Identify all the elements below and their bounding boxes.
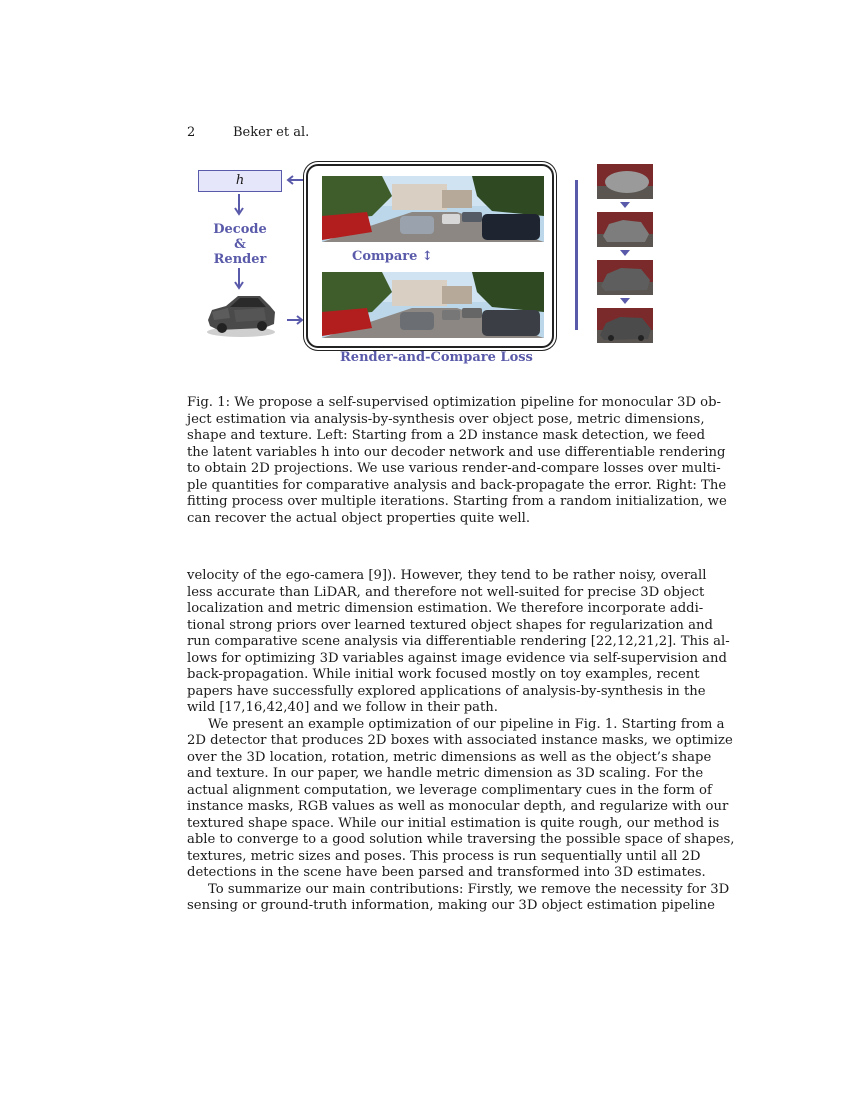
arrow-down-icon	[619, 249, 631, 257]
divider-bar	[575, 180, 578, 330]
paragraph-3	[187, 881, 730, 915]
arrow-down-icon	[619, 297, 631, 305]
compare-label	[352, 249, 433, 264]
text-line: back-propagation. While initial work focused mostly on toy examples, recent	[187, 667, 700, 682]
text-line: and texture. In our paper, we handle metric dimension as 3D scaling. For the	[187, 766, 704, 781]
text-line: detections in the scene have been parsed and transformed into 3D estimates.	[187, 865, 706, 880]
text-line: 2D detector that produces 2D boxes with associated instance masks, we optimize	[187, 733, 733, 748]
text-line: sensing or ground-truth information, making our 3D object estimation pipeline	[187, 898, 715, 913]
text-line: over the 3D location, rotation, metric dimensions as well as the object’s shape	[187, 749, 712, 765]
text-line: actual alignment computation, we leverage complimentary cues in the form of	[187, 782, 712, 798]
caption-line: fitting process over multiple iterations. Starting from a random initialization, we	[187, 494, 727, 509]
text-line: textured shape space. While our initial estimation is quite rough, our method is	[187, 815, 720, 831]
text-line: To summarize our main contributions: Firstly, we remove the necessity for 3D	[208, 881, 730, 897]
arrow-down-icon	[233, 194, 245, 216]
render-word: Render	[213, 252, 267, 267]
caption-line: ple quantities for comparative analysis and back-propagate the error. Right: The	[187, 477, 727, 493]
arrow-left-icon	[286, 174, 304, 186]
up-down-arrow-icon: ↕	[421, 249, 433, 264]
latent-variable-box: h	[198, 170, 282, 192]
caption-line: the latent variables h into our decoder network and use differentiable rendering	[187, 444, 726, 460]
render-compare-frame	[306, 164, 554, 348]
text-line: tional strong priors over learned textured object shapes for regularization and	[187, 617, 713, 633]
decode-render-label	[208, 222, 272, 267]
text-line: wild [17,16,42,40] and we follow in their path.	[187, 700, 498, 715]
figure-caption	[187, 395, 727, 527]
caption-line: ject estimation via analysis-by-synthesis over object pose, metric dimensions,	[187, 411, 705, 427]
input-street-image	[322, 176, 544, 242]
text-line: localization and metric dimension estimation. We therefore incorporate addi-	[187, 601, 704, 616]
arrow-right-icon	[286, 314, 304, 326]
text-line: able to converge to a good solution while traversing the possible space of shapes,	[187, 832, 735, 847]
caption-line: can recover the actual object properties quite well.	[187, 510, 531, 526]
body-text	[187, 568, 735, 915]
iteration-thumbnail	[597, 164, 653, 199]
rendered-overlay-image	[322, 272, 544, 338]
ampersand: &	[234, 237, 246, 252]
text-line: less accurate than LiDAR, and therefore not well-suited for precise 3D object	[187, 584, 705, 600]
arrow-down-icon	[619, 201, 631, 209]
decode-word: Decode	[213, 222, 267, 237]
iteration-thumbnail	[597, 260, 653, 295]
compare-text: Compare	[352, 249, 418, 264]
paragraph-1	[187, 568, 730, 717]
arrow-down-icon	[233, 268, 245, 290]
caption-line: to obtain 2D projections. We use various render-and-compare losses over multi-	[187, 461, 721, 476]
text-line: run comparative scene analysis via differentiable rendering [22,12,21,2]. This al-	[187, 634, 730, 649]
caption-line: Fig. 1: We propose a self-supervised optimization pipeline for monocular 3D ob-	[187, 395, 721, 410]
text-line: textures, metric sizes and poses. This process is run sequentially until all 2D	[187, 848, 701, 864]
figure-1	[190, 160, 660, 375]
loss-label: Render-and-Compare Loss	[340, 350, 533, 365]
iteration-thumbnail	[597, 308, 653, 343]
text-line: instance masks, RGB values as well as monocular depth, and regularize with our	[187, 799, 729, 814]
text-line: velocity of the ego-camera [9]). However, they tend to be rather noisy, overall	[187, 568, 707, 583]
paragraph-2	[187, 716, 735, 882]
text-line: We present an example optimization of our pipeline in Fig. 1. Starting from a	[208, 716, 725, 732]
iteration-thumbnail	[597, 212, 653, 247]
rendered-car-image	[204, 290, 278, 338]
page-number: 2	[187, 125, 196, 140]
running-authors: Beker et al.	[233, 125, 310, 140]
text-line: papers have successfully explored applications of analysis-by-synthesis in the	[187, 683, 706, 699]
text-line: lows for optimizing 3D variables against image evidence via self-supervision and	[187, 650, 727, 666]
caption-line: shape and texture. Left: Starting from a 2D instance mask detection, we feed	[187, 428, 706, 443]
